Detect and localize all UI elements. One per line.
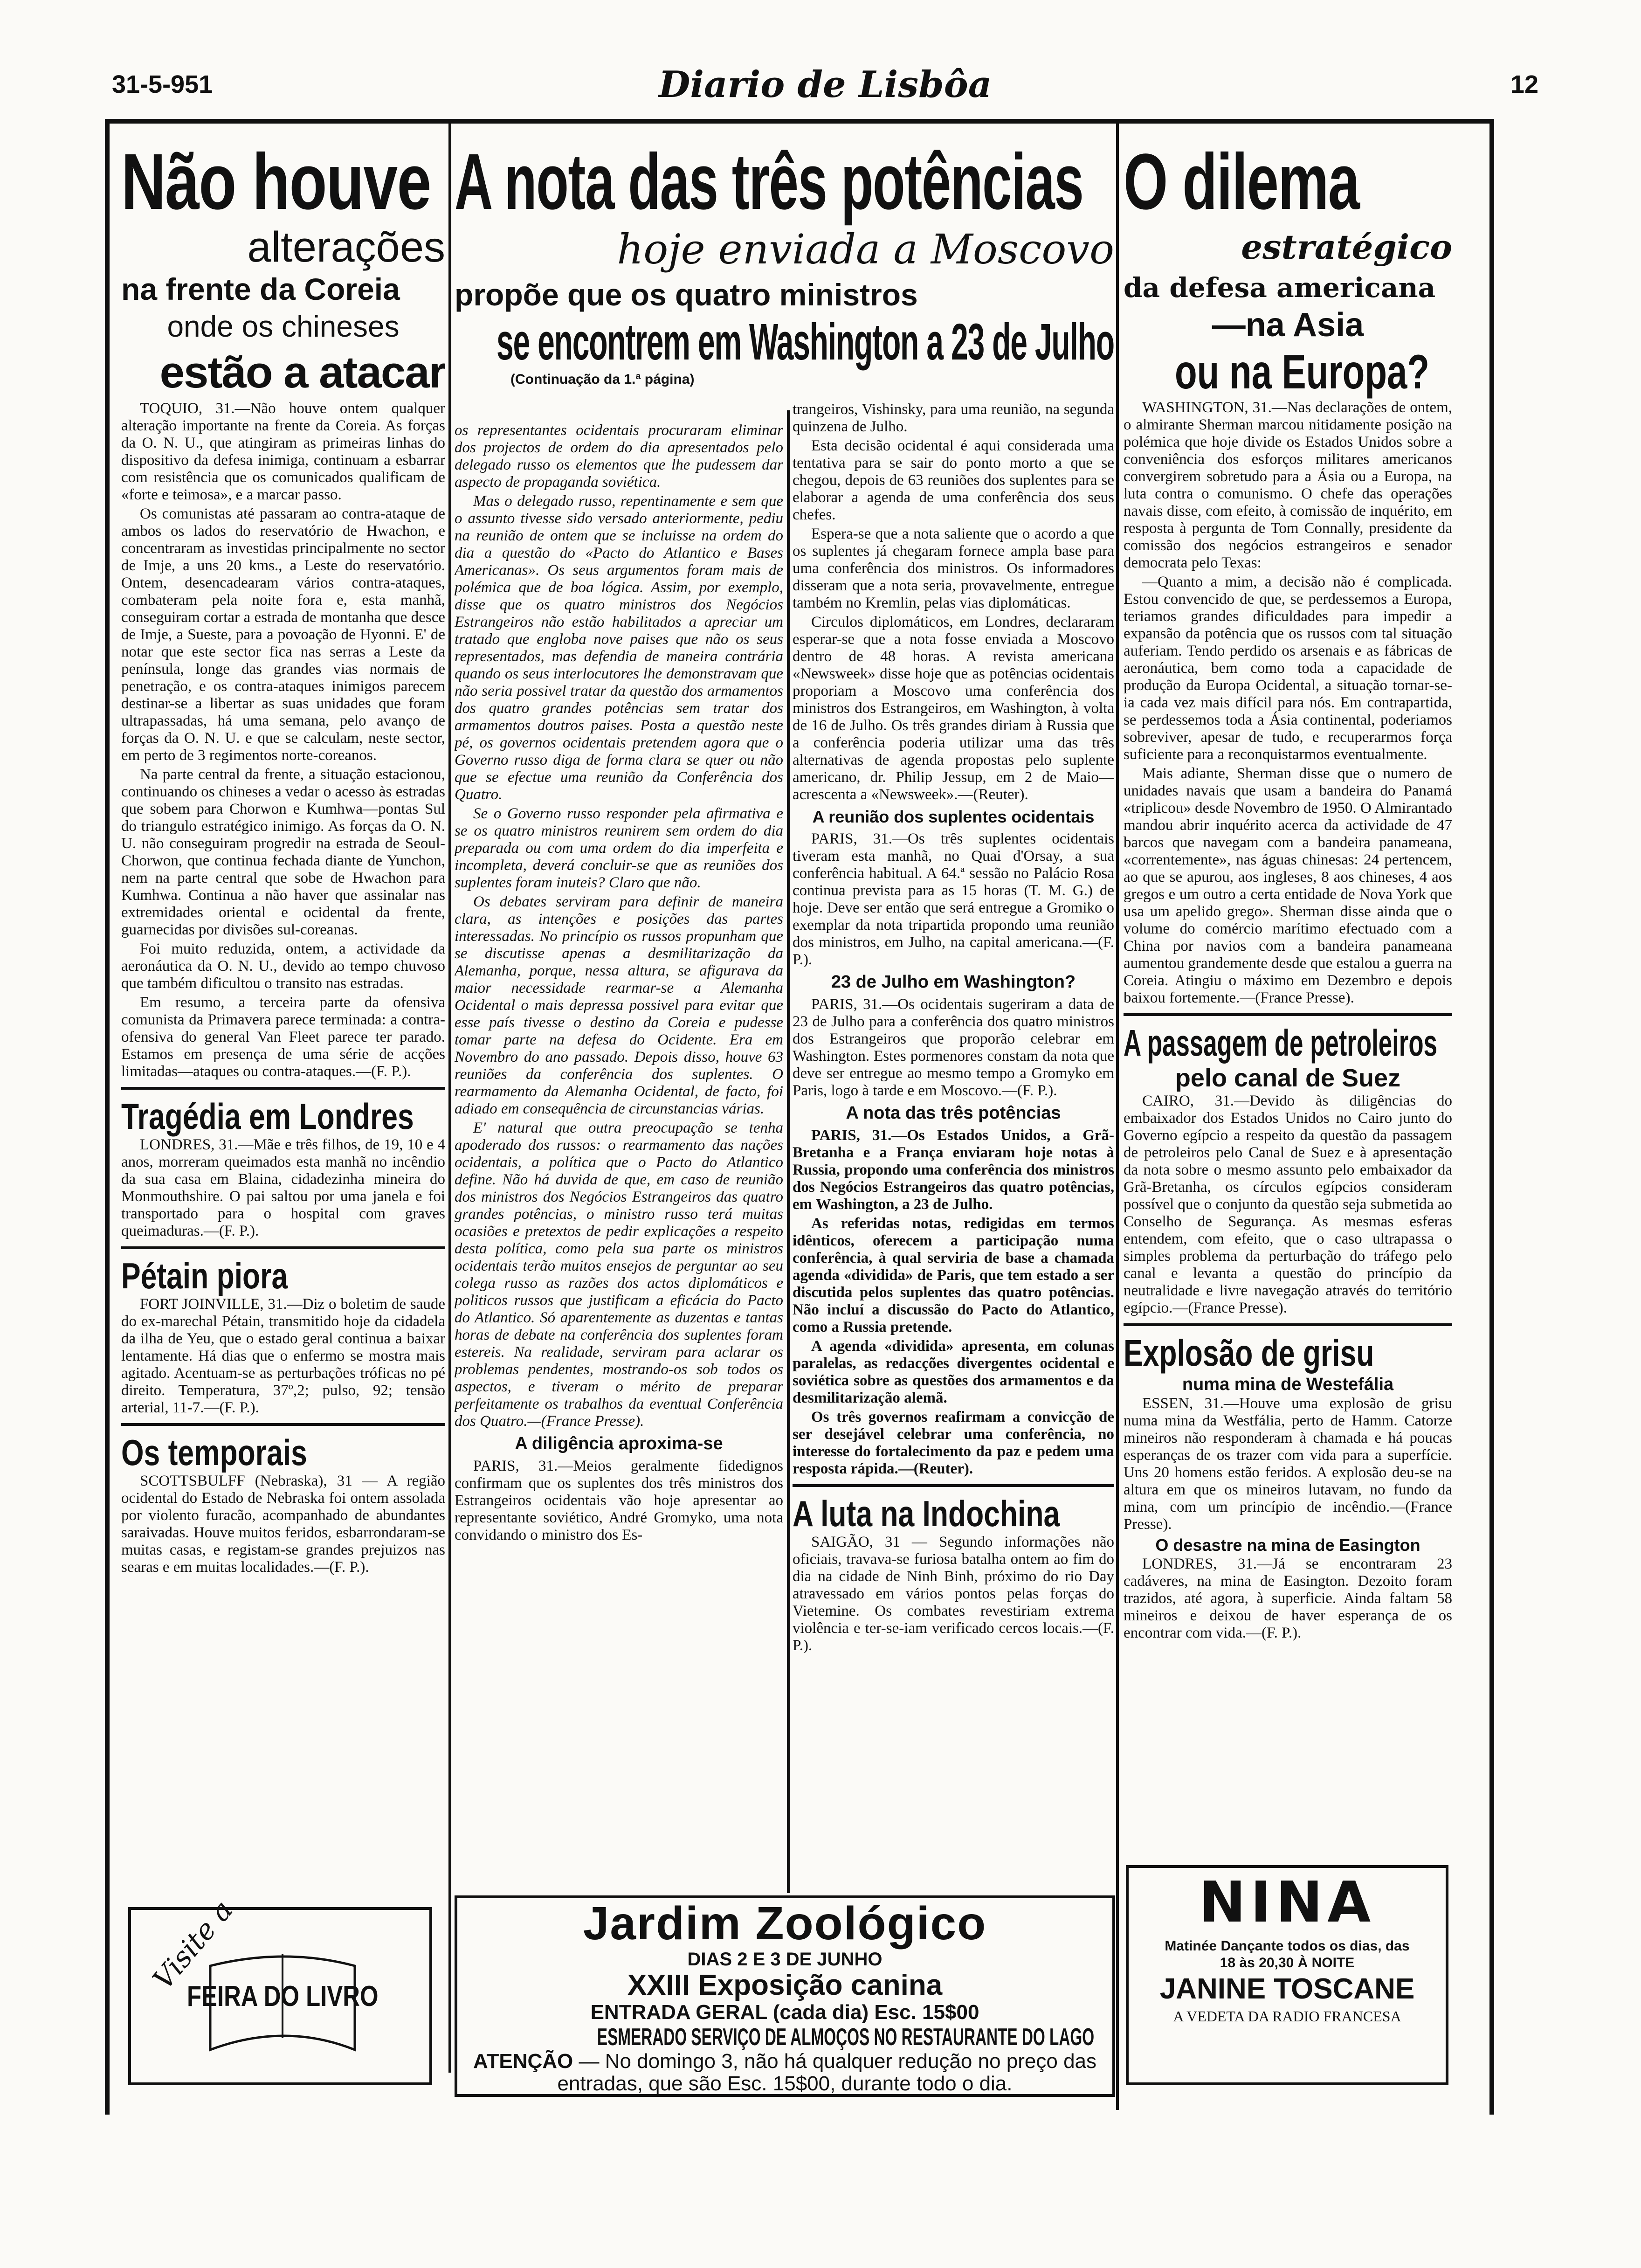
article-nota-p3: Se o Governo russo responder pela afirmativa e se os quatro ministros reunirem sem ordem do dia preparada ou com uma ordem do dia imperfeita e incompleta, deverá concluir-se que as reuniões dos suplentes foram inuteis? Claro que não.	[455, 805, 783, 891]
headline-nota-line-1: A nota das três potências	[455, 140, 1083, 226]
article-nota-tres-p3: A agenda «dividida» apresenta, em colunas paralelas, as redacções divergentes ocidental e soviética sobre as questões dos armamentos e da desmilitarização alemã.	[793, 1338, 1114, 1406]
zoo-servico	[457, 2024, 1112, 2050]
article-korea-p5: Em resumo, a terceira parte da ofensiva comunista da Primavera parece terminada: a contra-ofensiva do general Van Fleet parece ter parado. Estamos em presença de uma série de acções limitadas—ataques ou contra-ataques.—(F. P.).	[121, 994, 445, 1080]
headline-petain: Pétain piora	[121, 1255, 288, 1296]
headline-dilema-2: estratégico	[1241, 227, 1452, 267]
column-4	[1124, 140, 1452, 1856]
headline-nota-line-4: se encontrem em Washington a 23 de Julho	[496, 313, 1114, 371]
article-23-julho: PARIS, 31.—Os ocidentais sugeriram a data de 23 de Julho para a conferência dos quatro ministros dos Estrangeiros que proporão celebrar em Washington. Estes pormenores constam da nota que deve ser entregue ao mesmo tempo a Gromyko em Paris, logo à tarde e em Moscovo.—(F. P.).	[793, 996, 1114, 1099]
article-nota-tres-p4: Os três governos reafirmam a convicção de ser desejável celebrar uma conferência, no interesse do fortalecimento da paz e pedem uma resposta rápida.—(Reuter).	[793, 1409, 1114, 1477]
article-nota-p4: Os debates serviram para definir de maneira clara, as intenções e posições das partes interessadas. No princípio os russos propunham que se discutisse apenas a desmilitarização da Alemanha, porque, nessa altura, se afigurava da maior necessidade rearmar-se a Alemanha Ocidental o mais depressa possivel para evitar que esse país tivesse o destino da Coreia e pudesse tomar parte na defesa do Ocidente. Era em Novembro do ano passado. Depois disso, houve 63 reuniões da conferência dos suplentes. O rearmamento da Alemanha Ocidental, de facto, foi adiado em consequência de circunstancias várias.	[455, 893, 783, 1117]
article-dilema-p3: Mais adiante, Sherman disse que o numero de unidades navais que usam a bandeira do Panamá «triplicou» desde Novembro de 1950. O Almirantado mandou abrir inquérito acerca da actividade de 47 barcos que navegam com a bandeira panameana, «correntemente», nas águas chinesas: 24 pertencem, ao que se apurou, aos ingleses, 8 aos chineses, 4 aos gregos e um outro a certa entidade de Nova York que usa um apelido grego». Sherman disse ainda que o volume do comércio marítimo efectuado com a China por navios com a bandeira panameana aumentou grandemente desde que estalou a guerra na Coreia. Atingiu o máximo em Dezembro e depois baixou fortemente.—(France Presse).	[1124, 765, 1452, 1006]
zoo-atencao-label: ATENÇÃO	[473, 2050, 573, 2073]
column-2	[455, 422, 783, 1891]
headline-korea	[121, 140, 445, 400]
divider	[121, 1423, 445, 1426]
zoo-dates: DIAS 2 E 3 DE JUNHO	[687, 1949, 883, 1970]
article-suplentes: PARIS, 31.—Os três suplentes ocidentais tiveram esta manhã, no Quai d'Orsay, a sua conferência habitual. A 64.ª sessão no Palácio Rosa continua prevista para as 15 horas (T. M. G.) de hoje. Deve ser então que será entregue a Gromiko o exemplar da nota tripartida propondo uma reunião dos ministros, em Julho, na capital americana.—(F. P.).	[793, 830, 1114, 968]
masthead	[112, 63, 1538, 107]
article-nota-p1: os representantes ocidentais procuraram eliminar dos projectos de ordem do dia apresentados pelo delegado russo os elementos que lhe pudessem dar aspecto de propaganda soviética.	[455, 422, 783, 491]
headline-petroleiros: A passagem de petroleiros	[1124, 1022, 1437, 1064]
subhead-suplentes: A reunião dos suplentes ocidentais	[812, 807, 1095, 826]
ad-nina	[1126, 1865, 1448, 2085]
newspaper-title: Diario de Lisbôa	[658, 63, 992, 106]
ad-feira-visite: Visite a	[146, 1894, 240, 1996]
headline-dilema-3: da defesa americana	[1124, 272, 1436, 304]
nina-matinee: Matinée Dançante todos os dias, das 18 às 20,30 À NOITE	[1165, 1938, 1410, 1971]
divider	[793, 1484, 1114, 1487]
article-cont-p4: Circulos diplomáticos, em Londres, declararam esperar-se que a nota fosse enviada a Moscovo dentro de 48 horas. A revista americana «Newsweek» disse hoje que as potências ocidentais proporiam a Moscovo uma conferência dos ministros dos Estrangeiros, em Washington, à volta de 16 de Julho. Os três grandes diriam à Russia que a conferência poderia utilizar uma das três alternativas de agenda propostas pelo suplente americano, dr. Philip Jessup, em 2 de Maio—acrescenta a «Newsweek».—(Reuter).	[793, 614, 1114, 803]
headline-nota-line-2: hoje enviada a Moscovo	[617, 225, 1114, 273]
column-rule-3	[1116, 124, 1119, 2110]
subhead-23-julho: 23 de Julho em Washington?	[831, 972, 1076, 992]
article-temporais: SCOTTSBULFF (Nebraska), 31 — A região ocidental do Estado de Nebraska foi ontem assolada por violento furacão, acompanhado de abundantes saraivadas. Houve muitos feridos, esbarrondaram-se muitas casas, e registam-se grandes prejuizos nas searas e em muitas localidades.—(F. P.).	[121, 1473, 445, 1576]
column-rule-2	[787, 410, 790, 1893]
continuation-note: (Continuação da 1.ª página)	[510, 372, 695, 387]
headline-dilema-1: O dilema	[1124, 140, 1359, 226]
article-londres: LONDRES, 31.—Mãe e três filhos, de 19, 10 e 4 anos, morreram queimados esta manhã no incêndio da sua casa em Blaina, cidadezinha mineira do Monmouthshire. O pai saltou por uma janela e foi transportado para o hospital com graves queimaduras.—(F. P.).	[121, 1136, 445, 1239]
zoo-atencao	[457, 2050, 1112, 2095]
divider	[1124, 1323, 1452, 1326]
article-korea-p3: Na parte central da frente, a situação estacionou, continuando os chineses a vedar o acesso às estradas que sobem para Chorwon e Kumhwa—pontas Sul do triangulo estratégico inimigo. As forças da O. N. U. não conseguiram progredir na estrada de Seoul-Chorwon, que continua fechada diante de Yunchon, nem na parte central que sobe de Hwachon para Kumhwa. Continua a não haver que assinalar nas extremidades oriental e ocidental da frente, guarnecidas por divisões sul-coreanas.	[121, 766, 445, 938]
zoo-servico-text: ESMERADO SERVIÇO DE ALMOÇOS NO RESTAURANTE DO LAGO	[597, 2024, 1095, 2051]
nina-logo: NINA	[1199, 1870, 1376, 1935]
ad-feira-label: FEIRA DO LIVRO	[187, 1980, 379, 2012]
nina-artist: JANINE TOSCANE	[1159, 1973, 1415, 2005]
article-dilema-p2: —Quanto a mim, a decisão não é complicada. Estou convencido de que, se perdessemos a Europa, teriamos grandes dificuldades para impedir a expansão da potência que os russos com tal situação auferiam. Tendo perdido os arsenais e as fábricas de aeronáutica, bem como toda a capacidade de produção da Europa Ocidental, a situação tornar-se-ia cada vez mais difícil para nós. Em contrapartida, se perdessemos toda a Ásia continental, poderiamos sobreviver, apesar de tudo, e recuperarmos força suficiente para a reconquistarmos eventualmente.	[1124, 574, 1452, 763]
zoo-title: Jardim Zoológico	[583, 1897, 987, 1950]
subhead-nota-tres: A nota das três potências	[846, 1103, 1061, 1123]
article-petroleiros: CAIRO, 31.—Devido às diligências do embaixador dos Estados Unidos no Cairo junto do Governo egípcio a respeito da questão da passagem de petroleiros pelo Canal de Suez e à apresentação da nota sobre o mesmo assunto pelo embaixador da Grã-Bretanha, os círculos egípcios consideram possível que o conjunto da questão seja submetida ao Conselho de Segurança. As mesmas esferas entendem, com efeito, que o caso ultrapassa o simples problema da perturbação do tráfego pelo canal e levanta a questão do princípio da neutralidade e livre navegação através do território egípcio.—(France Presse).	[1124, 1093, 1452, 1316]
headline-londres: Tragédia em Londres	[121, 1096, 414, 1137]
headline-line-2: alterações	[247, 223, 445, 271]
article-korea-p2: Os comunistas até passaram ao contra-ataque de ambos os lados do reservatório de Hwachon, e concentraram as investidas principalmente no sector de Imje, a uns 20 kms., a Leste do reservatório. Ontem, desencadearam vários contra-ataques, combateram pela noite fora e, esta manhã, conseguiram cortar a estrada de montanha que desce de Imje, a Sueste, para a povoação de Hyonni. E' de notar que este sector fica nas serras a Leste da península, longe das grandes vias normais de penetração, e os contra-ataques inimigos parecem destinar-se a libertar as suas unidades que foram ultrapassadas, há uma semana, pelo avanço de forças da O. N. U. e que se calculam, neste sector, em perto de 3 regimentos norte-coreanos.	[121, 505, 445, 764]
column-rule-1	[448, 124, 451, 2073]
headline-dilema-4: —na Asia	[1212, 306, 1364, 344]
article-easington: LONDRES, 31.—Já se encontraram 23 cadáveres, na mina de Easington. Dezoito foram trazidos, até agora, à superficie. Ainda faltam 58 mineiros e deixou de haver esperança de os encontrar com vida.—(F. P.).	[1124, 1556, 1452, 1641]
subhead-easington: O desastre na mina de Easington	[1155, 1535, 1420, 1555]
article-nota-tres-p2: As referidas notas, redigidas em termos idênticos, oferecem a participação numa conferência, à qual serviria de base a chamada agenda «dividida» de Paris, que tem estado a ser discutida pelos suplentes das quatro potências. Não incluí a discussão do Pacto do Atlantico, como a Russia pretende.	[793, 1215, 1114, 1335]
column-3	[793, 401, 1114, 1893]
subhead-suez: pelo canal de Suez	[1175, 1064, 1401, 1092]
headline-indochina: A luta na Indochina	[793, 1493, 1060, 1534]
article-cont-p3: Espera-se que a nota saliente que o acordo a que os suplentes já chegaram fornece ampla base para uma conferência dos ministros. Os informadores disseram que a nota seria, provavelmente, entregue também no Kremlin, pelas vias diplomáticas.	[793, 526, 1114, 611]
ad-jardim-zoologico	[455, 1895, 1115, 2097]
headline-dilema-5: ou na Europa?	[1175, 345, 1429, 399]
issue-date: 31-5-951	[112, 70, 213, 98]
headline-nota	[455, 140, 1114, 410]
zoo-entrada: ENTRADA GERAL (cada dia) Esc. 15$00	[590, 2001, 979, 2024]
subhead-diligencia: A diligência aproxima-se	[515, 1434, 723, 1453]
headline-temporais: Os temporais	[121, 1432, 307, 1473]
headline-line-1: Não houve	[121, 140, 431, 226]
headline-nota-line-3: propõe que os quatro ministros	[455, 277, 918, 312]
article-indochina: SAIGÃO, 31 — Segundo informações não oficiais, travava-se furiosa batalha ontem ao fim do dia na cidade de Ninh Binh, próximo do rio Day atravessado em vários pontos pelas forças do Vietemine. Os combates revestiriam extrema violência e ter-se-iam verificado cercos locais.—(F. P.).	[793, 1534, 1114, 1654]
article-grisu: ESSEN, 31.—Houve uma explosão de grisu numa mina da Westfália, perto de Hamm. Catorze mineiros não responderam à chamada e há poucas esperanças de os trazer com vida para a superfície. Uns 20 homens estão feridos. A explosão deu-se na altura em que os mineiros lutavam, no fundo da mina, com um princípio de incêndio.—(France Presse).	[1124, 1395, 1452, 1533]
subhead-westefalia: numa mina de Westefália	[1182, 1375, 1394, 1394]
article-cont-p1: trangeiros, Vishinsky, para uma reunião, na segunda quinzena de Julho.	[793, 401, 1114, 435]
zoo-atencao-text: — No domingo 3, não há qualquer redução no preço das entradas, que são Esc. 15$00, durante todo o dia.	[557, 2050, 1097, 2095]
headline-line-3: na frente da Coreia	[121, 272, 400, 306]
divider	[121, 1246, 445, 1249]
divider	[1124, 1013, 1452, 1016]
article-nota-tres-p1: PARIS, 31.—Os Estados Unidos, a Grã-Bretanha e a França enviaram hoje notas à Russia, propondo uma conferência dos ministros dos Negócios Estrangeiros das quatro potências, em Washington, a 23 de Julho.	[793, 1127, 1114, 1213]
zoo-exposicao: XXIII Exposição canina	[627, 1969, 943, 2001]
headline-grisu: Explosão de grisu	[1124, 1332, 1374, 1374]
page-number: 12	[1510, 70, 1538, 98]
headline-line-4: onde os chineses	[167, 310, 400, 343]
column-1	[121, 140, 445, 2089]
article-cont-p2: Esta decisão ocidental é aqui considerada uma tentativa para se sair do ponto morto a que se chegou, depois de 63 reuniões dos suplentes para se elaborar a agenda de uma conferência dos seus chefes.	[793, 437, 1114, 523]
article-korea-p4: Foi muito reduzida, ontem, a actividade da aeronáutica da O. N. U., devido ao tempo chuvoso que também dificultou o transito nas estradas.	[121, 940, 445, 992]
article-diligencia: PARIS, 31.—Meios geralmente fidedignos confirmam que os suplentes dos três ministros dos Estrangeiros ocidentais vão hoje apresentar ao representante soviético, André Gromyko, uma nota convidando o ministro dos Es-	[455, 1458, 783, 1543]
divider	[121, 1087, 445, 1090]
headline-line-5: estão a atacar	[159, 347, 445, 397]
ad-feira-do-livro	[128, 1894, 432, 2085]
article-korea-p1: TOQUIO, 31.—Não houve ontem qualquer alteração importante na frente da Coreia. As forças da O. N. U., que atingiram as primeiras linhas do dispositivo da defesa inimiga, continuam a esbarrar com resistência que os comunicados qualificam de «forte e teimosa», e a marcar passo.	[121, 400, 445, 503]
nina-vedeta: A VEDETA DA RADIO FRANCESA	[1173, 2008, 1401, 2025]
article-nota-p2: Mas o delegado russo, repentinamente e sem que o assunto tivesse sido versado anteriormente, pediu na reunião de ontem que se incluisse na ordem do dia a questão do «Pacto do Atlantico e Bases Americanas». Os seus argumentos foram mais de polémica que de boa lógica. Assim, por exemplo, disse que os quatro ministros dos Negócios Estrangeiros não estão habilitados a apreciar um tratado que engloba nove paises que não os seus representados, mas defendia de maneira contrária quando os seus interlocutores lhe demonstravam que não seria possivel tratar da questão dos armamentos dos quatro grandes potências sem tratar dos armamentos doutros paises. Posta a questão neste pé, os governos ocidentais pretendem agora que o Governo russo diga de forma clara se quer ou não que se efectue uma reunião da Conferência dos Quatro.	[455, 493, 783, 803]
article-nota-p5: E' natural que outra preocupação se tenha apoderado dos russos: o rearmamento das nações ocidentais, a política que o Pacto do Atlantico define. Não há duvida de que, em caso de reunião dos ministros dos Negócios Estrangeiros das quatro grandes potências, o ministro russo terá muitas ocasiões e pretextos de pedir explicações a respeito desta política, como pela sua parte os ministros ocidentais terão muitos ensejos de perguntar ao seu colega russo as razões dos actos diplomáticos e politicos russos que justificam a eficácia do Pacto do Atlantico. Só aparentemente as duzentas e tantas horas de debate na conferência dos suplentes foram estereis. Na realidade, serviram para aclarar os problemas pendentes, mostrando-os sob todos os aspectos, e tiveram o mérito de preparar perfeitamente os trabalhos da eventual Conferência dos Quatro.—(France Presse).	[455, 1120, 783, 1430]
article-petain: FORT JOINVILLE, 31.—Diz o boletim de saude do ex-marechal Pétain, transmitido hoje da cidadela da ilha de Yeu, que o estado geral continua a baixar lentamente. Há dias que o enfermo se mostra mais agitado. Acentuam-se as perturbações tróficas no pé direito. Temperatura, 37º,2; pulso, 92; tensão arterial, 11-7.—(F. P.).	[121, 1296, 445, 1416]
article-dilema-p1: WASHINGTON, 31.—Nas declarações de ontem, o almirante Sherman marcou nitidamente posição na polémica que hoje divide os Estados Unidos sobre a conveniência dos esforços militares americanos convergirem sobretudo para a Ásia ou a Europa, na luta contra o comunismo. O chefe das operações navais disse, com efeito, à comissão de inquérito, em resposta à pergunta de Tom Connally, presidente da comissão dos negócios estrangeiros e senador democrata pelo Texas:	[1124, 399, 1452, 571]
